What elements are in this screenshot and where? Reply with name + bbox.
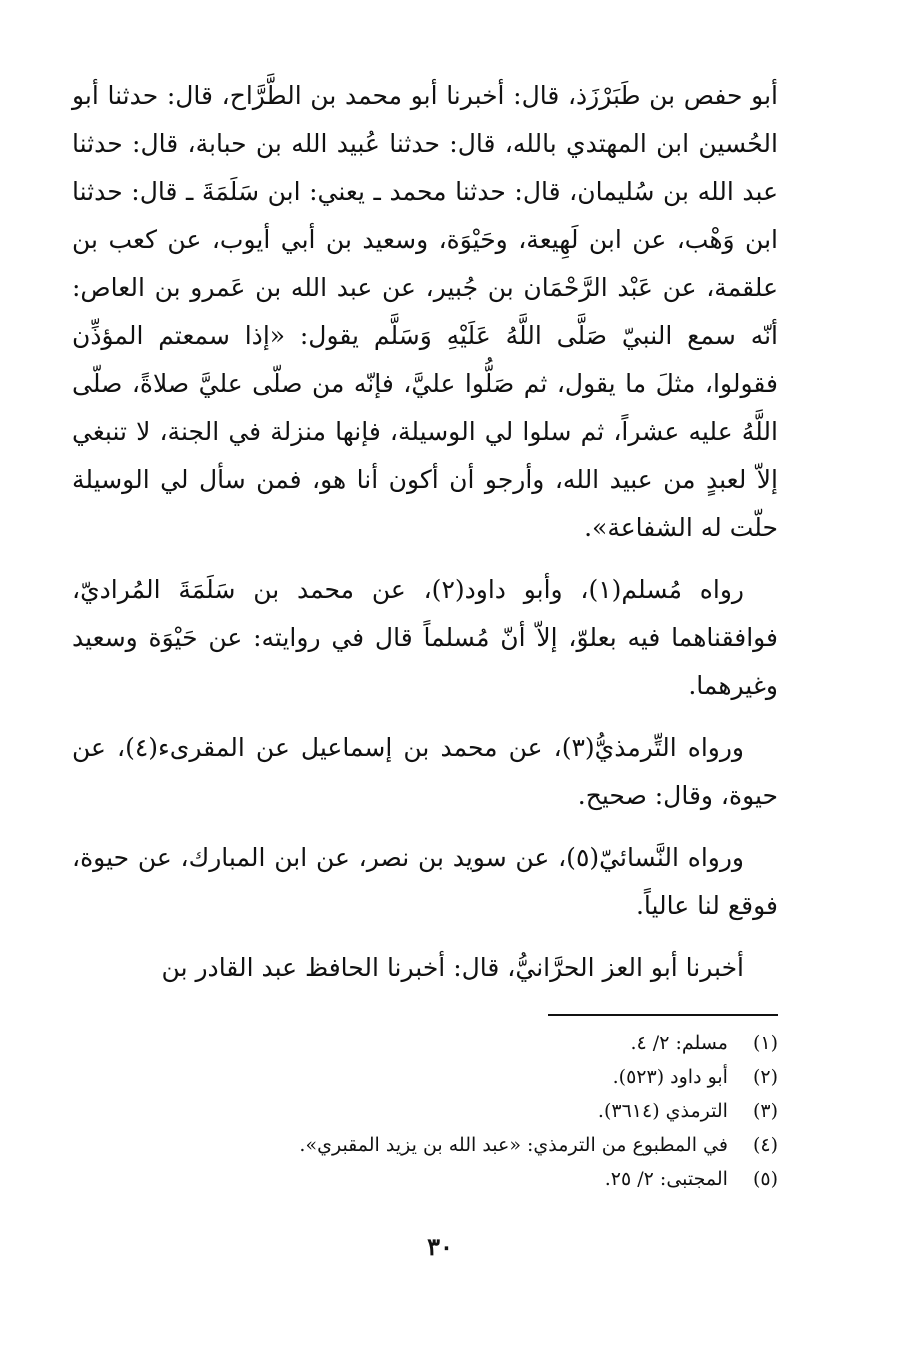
main-text-block bbox=[72, 72, 778, 992]
footnote-text: المجتبى: ٢/ ٢٥. bbox=[604, 1168, 728, 1190]
footnote-item bbox=[300, 1128, 778, 1162]
footnote-number: (٤) bbox=[752, 1134, 778, 1156]
footnote-text: مسلم: ٢/ ٤. bbox=[630, 1032, 728, 1054]
narration-paragraph-muslim: رواه مُسلم(١)، وأبو داود(٢)، عن محمد بن سَلَمَةَ المُراديّ، فوافقناهما فيه بعلوّ، إلاّ أنّ مُسلماً قال في روايته: عن حَيْوَة وسعيد وغيرهما. bbox=[72, 575, 779, 700]
hadith-paragraph: أبو حفص بن طَبَرْزَذ، قال: أخبرنا أبو محمد بن الطَّرَّاح، قال: حدثنا أبو الحُسين ابن المهتدي بالله، قال: حدثنا عُبيد الله بن حبابة، قال: حدثنا عبد الله بن سُليمان، قال: حدثنا محمد ـ يعني: ابن سَلَمَةَ ـ قال: حدثنا ابن وَهْب، عن ابن لَهِيعة، وحَيْوَة، وسعيد بن أبي أيوب، عن كعب بن علقمة، عن عَبْد الرَّحْمَان بن جُبير، عن عبد الله بن عَمرو بن العاص: أنّه سمع النبيّ صَلَّى اللَّهُ عَلَيْهِ وَسَلَّم يقول: «إذا سمعتم المؤذِّن فقولوا، مثلَ ما يقول، ثم صَلُّوا عليَّ، فإنّه من صلّى عليَّ صلاةً، صلّى اللَّهُ عليه عشراً، ثم سلوا لي الوسيلة، فإنها منزلة في الجنة، لا تنبغي إلاّ لعبدٍ من عبيد الله، وأرجو أن أكون أنا هو، فمن سأل لي الوسيلة حلّت له الشفاعة». bbox=[72, 81, 778, 542]
footnote-text: أبو داود (٥٢٣). bbox=[612, 1066, 728, 1088]
footnote-number: (١) bbox=[752, 1032, 778, 1054]
page-number: ٣٠ bbox=[427, 1232, 453, 1261]
footnote-item bbox=[300, 1026, 778, 1060]
footnote-item bbox=[300, 1162, 778, 1196]
footnote-separator bbox=[548, 1014, 778, 1016]
next-chain-paragraph: أخبرنا أبو العز الحرَّانيُّ، قال: أخبرنا الحافظ عبد القادر بن bbox=[161, 953, 744, 982]
footnote-number: (٣) bbox=[752, 1100, 778, 1122]
narration-paragraph-nasai: ورواه النَّسائيّ(٥)، عن سويد بن نصر، عن ابن المبارك، عن حيوة، فوقع لنا عالياً. bbox=[72, 843, 778, 920]
footnote-number: (٥) bbox=[752, 1168, 778, 1190]
footnote-item bbox=[300, 1094, 778, 1128]
footnote-number: (٢) bbox=[752, 1066, 778, 1088]
footnote-text: الترمذي (٣٦١٤). bbox=[597, 1100, 728, 1122]
narration-paragraph-tirmidhi: ورواه التِّرمذيُّ(٣)، عن محمد بن إسماعيل عن المقرىء(٤)، عن حيوة، وقال: صحيح. bbox=[72, 733, 778, 810]
footnote-item bbox=[300, 1060, 778, 1094]
footnotes-list bbox=[300, 1026, 778, 1196]
footnote-text: في المطبوع من الترمذي: «عبد الله بن يزيد المقبري». bbox=[299, 1134, 728, 1156]
